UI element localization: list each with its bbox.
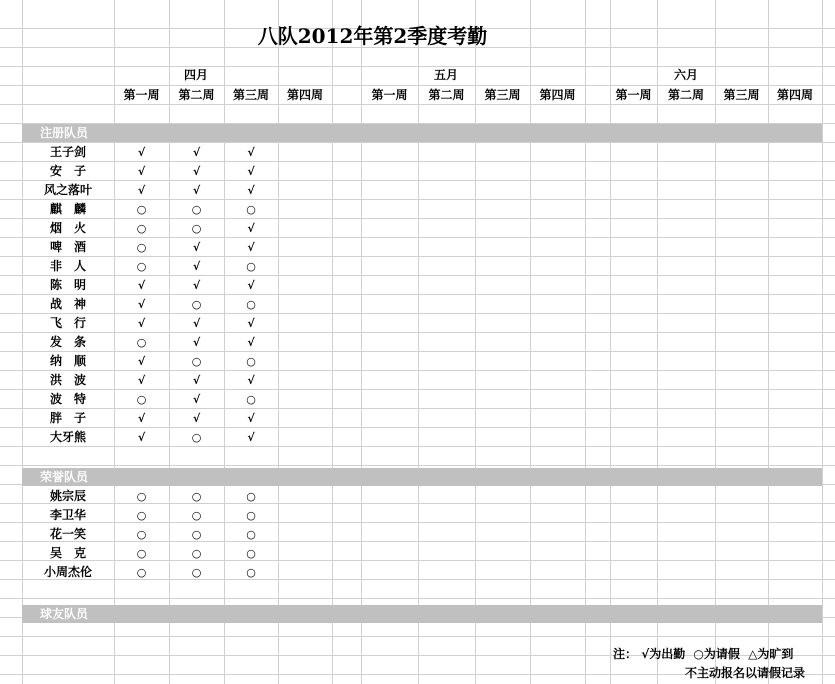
legend-prefix: 注： <box>613 647 638 661</box>
member-name[interactable]: 非 人 <box>49 259 86 273</box>
legend-line-1 <box>613 645 793 662</box>
triangle-icon: △ <box>748 647 758 661</box>
circle-icon[interactable]: ○ <box>136 260 147 273</box>
circle-icon[interactable]: ○ <box>191 355 202 368</box>
circle-icon: ○ <box>693 647 704 661</box>
member-name[interactable]: 姚宗辰 <box>49 489 86 503</box>
june-week-2[interactable]: 第二周 <box>667 88 704 102</box>
april-week-1[interactable]: 第一周 <box>123 88 160 102</box>
section-registered-label[interactable]: 注册队员 <box>40 126 89 140</box>
check-icon[interactable]: √ <box>247 184 255 197</box>
check-icon[interactable]: √ <box>247 146 255 159</box>
check-icon[interactable]: √ <box>247 374 255 387</box>
circle-icon[interactable]: ○ <box>246 298 256 311</box>
check-icon[interactable]: √ <box>247 241 255 254</box>
member-name[interactable]: 洪 波 <box>49 373 86 387</box>
check-icon[interactable]: √ <box>137 146 146 159</box>
check-icon[interactable]: √ <box>192 184 201 197</box>
circle-icon[interactable]: ○ <box>136 241 147 254</box>
check-icon[interactable]: √ <box>192 374 201 387</box>
check-icon[interactable]: √ <box>192 165 201 178</box>
check-icon[interactable]: √ <box>137 431 146 444</box>
circle-icon[interactable]: ○ <box>191 222 202 235</box>
legend-present: 为出勤 <box>649 647 686 661</box>
circle-icon[interactable]: ○ <box>136 547 147 560</box>
member-name[interactable]: 波 特 <box>49 392 86 406</box>
circle-icon[interactable]: ○ <box>246 393 256 406</box>
month-june[interactable]: 六月 <box>673 68 698 82</box>
check-icon[interactable]: √ <box>192 412 201 425</box>
member-name[interactable]: 飞 行 <box>49 316 86 330</box>
member-name[interactable]: 花一笑 <box>49 527 86 541</box>
month-may[interactable]: 五月 <box>433 68 458 82</box>
member-name[interactable]: 大牙熊 <box>49 430 86 444</box>
check-icon[interactable]: √ <box>137 317 146 330</box>
check-icon[interactable]: √ <box>247 165 255 178</box>
check-icon: √ <box>641 647 650 661</box>
circle-icon[interactable]: ○ <box>136 528 147 541</box>
may-week-2[interactable]: 第二周 <box>428 88 465 102</box>
member-name[interactable]: 陈 明 <box>49 278 86 292</box>
grid-vline <box>822 0 823 684</box>
check-icon[interactable]: √ <box>192 260 201 273</box>
member-name[interactable]: 李卫华 <box>49 508 86 522</box>
check-icon[interactable]: √ <box>192 336 201 349</box>
member-name[interactable]: 麒 麟 <box>49 202 86 216</box>
member-name[interactable]: 安 子 <box>49 164 86 178</box>
check-icon[interactable]: √ <box>247 412 255 425</box>
circle-icon[interactable]: ○ <box>136 222 147 235</box>
check-icon[interactable]: √ <box>247 279 255 292</box>
may-week-4[interactable]: 第四周 <box>539 88 576 102</box>
april-week-3[interactable]: 第三周 <box>232 88 269 102</box>
check-icon[interactable]: √ <box>192 241 201 254</box>
member-name[interactable]: 战 神 <box>49 297 86 311</box>
circle-icon[interactable]: ○ <box>191 298 202 311</box>
check-icon[interactable]: √ <box>247 336 255 349</box>
june-week-4[interactable]: 第四周 <box>776 88 813 102</box>
member-name[interactable]: 发 条 <box>49 335 86 349</box>
circle-icon[interactable]: ○ <box>246 528 256 541</box>
month-april[interactable]: 四月 <box>183 68 208 82</box>
member-name[interactable]: 胖 子 <box>49 411 86 425</box>
circle-icon[interactable]: ○ <box>246 260 256 273</box>
check-icon[interactable]: √ <box>247 431 255 444</box>
may-week-1[interactable]: 第一周 <box>371 88 408 102</box>
june-week-3[interactable]: 第三周 <box>723 88 760 102</box>
circle-icon[interactable]: ○ <box>136 336 147 349</box>
grid-hline <box>0 598 835 599</box>
section-friends-label[interactable]: 球友队员 <box>40 607 89 621</box>
legend-absent: 为旷到 <box>757 647 794 661</box>
member-name[interactable]: 小周杰伦 <box>43 565 92 579</box>
legend-line-2: 不主动报名以请假记录 <box>685 666 806 680</box>
circle-icon[interactable]: ○ <box>246 566 256 579</box>
check-icon[interactable]: √ <box>192 393 201 406</box>
circle-icon[interactable]: ○ <box>136 203 147 216</box>
sheet-title: 八队2012年第2季度考勤 <box>257 24 488 48</box>
circle-icon[interactable]: ○ <box>136 509 147 522</box>
circle-icon[interactable]: ○ <box>246 490 256 503</box>
june-week-1[interactable]: 第一周 <box>615 88 652 102</box>
member-name[interactable]: 王子剑 <box>49 145 86 159</box>
grid-hline <box>0 465 835 466</box>
circle-icon[interactable]: ○ <box>136 566 147 579</box>
circle-icon[interactable]: ○ <box>246 355 256 368</box>
grid-vline <box>585 0 586 684</box>
member-name[interactable]: 吴 克 <box>49 546 86 560</box>
circle-icon[interactable]: ○ <box>246 547 256 560</box>
check-icon[interactable]: √ <box>247 317 255 330</box>
check-icon[interactable]: √ <box>137 279 146 292</box>
circle-icon[interactable]: ○ <box>246 203 256 216</box>
member-name[interactable]: 纳 顺 <box>49 354 86 368</box>
member-name[interactable]: 风之落叶 <box>43 183 92 197</box>
circle-icon[interactable]: ○ <box>191 490 202 503</box>
check-icon[interactable]: √ <box>137 374 146 387</box>
grid-hline <box>0 636 835 637</box>
check-icon[interactable]: √ <box>192 317 201 330</box>
april-week-4[interactable]: 第四周 <box>286 88 323 102</box>
circle-icon[interactable]: ○ <box>191 431 202 444</box>
member-name[interactable]: 啤 酒 <box>49 240 86 254</box>
check-icon[interactable]: √ <box>192 279 201 292</box>
check-icon[interactable]: √ <box>137 184 146 197</box>
circle-icon[interactable]: ○ <box>191 509 202 522</box>
check-icon[interactable]: √ <box>137 298 146 311</box>
circle-icon[interactable]: ○ <box>191 547 202 560</box>
check-icon[interactable]: √ <box>137 165 146 178</box>
member-name[interactable]: 烟 火 <box>49 221 86 235</box>
section-honorary-label[interactable]: 荣誉队员 <box>40 470 89 484</box>
may-week-3[interactable]: 第三周 <box>484 88 521 102</box>
april-week-2[interactable]: 第二周 <box>178 88 215 102</box>
circle-icon[interactable]: ○ <box>246 509 256 522</box>
check-icon[interactable]: √ <box>192 146 201 159</box>
section-band-friends <box>22 605 822 623</box>
check-icon[interactable]: √ <box>247 222 255 235</box>
grid-vline <box>332 0 333 684</box>
circle-icon[interactable]: ○ <box>136 490 147 503</box>
circle-icon[interactable]: ○ <box>191 528 202 541</box>
circle-icon[interactable]: ○ <box>136 393 147 406</box>
circle-icon[interactable]: ○ <box>191 566 202 579</box>
section-band-registered <box>22 124 822 142</box>
section-band-honorary <box>22 468 822 486</box>
check-icon[interactable]: √ <box>137 355 146 368</box>
circle-icon[interactable]: ○ <box>191 203 202 216</box>
check-icon[interactable]: √ <box>137 412 146 425</box>
legend-leave: 为请假 <box>703 647 740 661</box>
